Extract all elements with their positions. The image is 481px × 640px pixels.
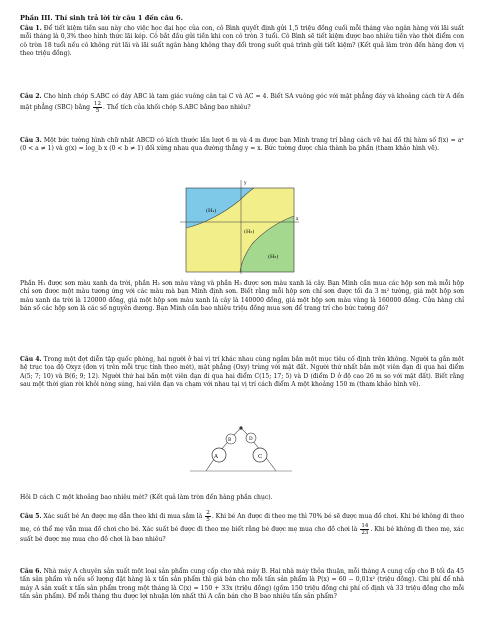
question-6-label: Câu 6. (20, 568, 42, 575)
fraction-denominator: 5 (206, 517, 210, 523)
question-3-text: Một bức tường hình chữ nhật ABCD có kích thước lần lượt 6 m và 4 m được bạn Minh trang trí bằng cách vẽ hai đồ thị hàm số f(x) = aˣ (0 < a ≠ 1) và g(x) = log_b x (0 < b ≠ 1) đối xứng nhau qua đường thẳng y = x. Bức tường được chia thành ba phần (tham khảo hình vẽ). (20, 137, 464, 153)
fraction-denominator: 5 (95, 108, 100, 115)
question-1-label: Câu 1. (20, 25, 42, 32)
question-5-label: Câu 5. (20, 513, 42, 520)
question-5-text-b: . Khi bé An được đi theo mẹ thì 70% bé sẽ được mua đồ chơi. Khi bé không đi theo mẹ, có thể mẹ vẫn mua đồ chơi cho bé. Xác suất bé được đi theo mẹ biết rằng bé được mẹ mua cho đồ chơi là (20, 513, 465, 533)
question-1-text: Để tiết kiệm tiền sau này cho việc học đại học của con, cô Bình quyết định gửi 1,5 triệu đồng cuối mỗi tháng vào ngân hàng với lãi suất mỗi tháng là 0,3% theo hình thức lãi kép. Cô bắt đầu gửi tiền khi con cô tròn 3 tuổi. Cô Bình sẽ tiết kiệm được bao nhiêu tiền vào thời điểm con cô tròn 18 tuổi nếu cô không rút lãi và lãi suất ngân hàng không thay đổi trong suốt quá trình gửi tiết kiệm? (Kết quả làm tròn đến hàng đơn vị theo triệu đồng). (20, 25, 464, 57)
question-5-text-a: Xác suất bé An được mẹ dẫn theo khi đi mua sắm là (43, 513, 203, 520)
bullet-figure (186, 413, 296, 475)
wall-figure (178, 178, 302, 276)
question-2 (20, 93, 464, 114)
h2-label: (H₂) (244, 229, 255, 235)
label-d: D (249, 437, 253, 442)
h1-label: (H₁) (206, 208, 217, 214)
question-1 (20, 25, 464, 58)
fraction-numerator: 14 (361, 523, 369, 529)
question-3-text-2: Phần H₁ được sơn màu xanh da trời, phần H₂ sơn màu vàng và phần H₃ được sơn màu xanh lá cây. Bạn Minh cần mua các hộp sơn mà mỗi hộp chỉ sơn được một màu tương ứng với các màu mà bạn Minh định sơn. Biết rằng mỗi hộp sơn chỉ sơn được tối đa 3 m² tường, giá một hộp sơn màu xanh da trời là 120000 đồng, giá một hộp sơn màu xanh lá cây là 140000 đồng, giá một hộp sơn màu vàng là 160000 đồng. Cửa hàng chỉ bán số các hộp sơn là các số nguyên dương. Bạn Minh cần bao nhiêu triệu đồng mua sơn để trang trí cho bức tường đó? (20, 280, 464, 312)
question-6 (20, 568, 464, 601)
question-3-label: Câu 3. (20, 137, 42, 144)
question-2-fraction (93, 101, 102, 114)
collision-point (239, 426, 242, 429)
question-4-question: Hỏi D cách C một khoảng bao nhiêu mét? (Kết quả làm tròn đến hàng phần chục). (20, 494, 273, 501)
fraction-numerator: 2 (206, 510, 210, 516)
question-3 (20, 137, 464, 154)
question-3-part-2 (20, 280, 464, 313)
question-2-label: Câu 2. (20, 93, 42, 100)
question-4-text: Trong một đợt diễn tập quốc phòng, hai người ở hai vị trí khác nhau cùng ngắm bắn một mục tiêu cố định trên không. Người ta gắn một hệ trục tọa độ Oxyz (đơn vị trên mỗi trục tính theo mét), mặt phẳng (Oxy) trùng với mặt đất. Người thứ nhất bắn một viên đạn đi qua hai điểm A(5; 7; 10) và B(6; 9; 12). Người thứ hai bắn một viên đạn đi qua hai điểm C(15; 17; 5) và D (điểm D ở độ cao 26 m so với mặt đất). Biết rằng sau một thời gian rời khỏi nòng súng, hai viên đạn va chạm với nhau tại vị trí cách điểm A một khoảng 150 m (tham khảo hình vẽ). (20, 356, 464, 388)
fraction-denominator: 23 (361, 530, 369, 536)
question-4-prompt (20, 494, 464, 502)
question-5-fraction-2 (360, 523, 369, 536)
label-a: A (214, 454, 218, 460)
x-axis-label: x (296, 217, 299, 222)
question-5 (20, 510, 464, 544)
label-b: B (228, 438, 232, 443)
question-2-text-a: Cho hình chóp S.ABC có đáy ABC là tam giác vuông cân tại C và AC = 4. Biết SA vuông góc với mặt phẳng đáy và khoảng cách từ A đến mặt phẳng (SBC) bằng (20, 93, 464, 112)
h3-label: (H₃) (268, 254, 279, 260)
question-5-fraction-1 (205, 510, 211, 523)
section-header: Phần III. Thí sinh trả lời từ câu 1 đến câu 6. (20, 14, 183, 22)
question-6-text: Nhà máy A chuyên sản xuất một loại sản phẩm cung cấp cho nhà máy B. Hai nhà máy thỏa thuận, mỗi tháng A cung cấp cho B tối đa 45 tấn sản phẩm và nếu số lượng đặt hàng là x tấn sản phẩm thì giá bán cho mỗi tấn sản phẩm là P(x) = 60 − 0,01x² (triệu đồng). Chi phí để nhà máy A sản xuất x tấn sản phẩm trong một tháng là C(x) = 150 + 33x (triệu đồng) (gồm 150 triệu đồng chi phí cố định và 33 triệu đồng cho mỗi tấn sản phẩm). Để mỗi tháng thu được lợi nhuận lớn nhất thì A cần bán cho B bao nhiêu tấn sản phẩm? (20, 568, 464, 600)
label-c: C (258, 454, 263, 460)
fraction-numerator: 12 (93, 101, 102, 108)
question-4-label: Câu 4. (20, 356, 42, 363)
question-5-text-c: . Khi bé không đi theo mẹ, xác suất bé được mẹ mua cho đồ chơi là bao nhiêu? (20, 526, 464, 543)
question-2-text-b: . Thể tích của khối chóp S.ABC bằng bao nhiêu? (103, 104, 251, 112)
question-4 (20, 356, 464, 389)
y-axis-label: y (244, 181, 247, 186)
